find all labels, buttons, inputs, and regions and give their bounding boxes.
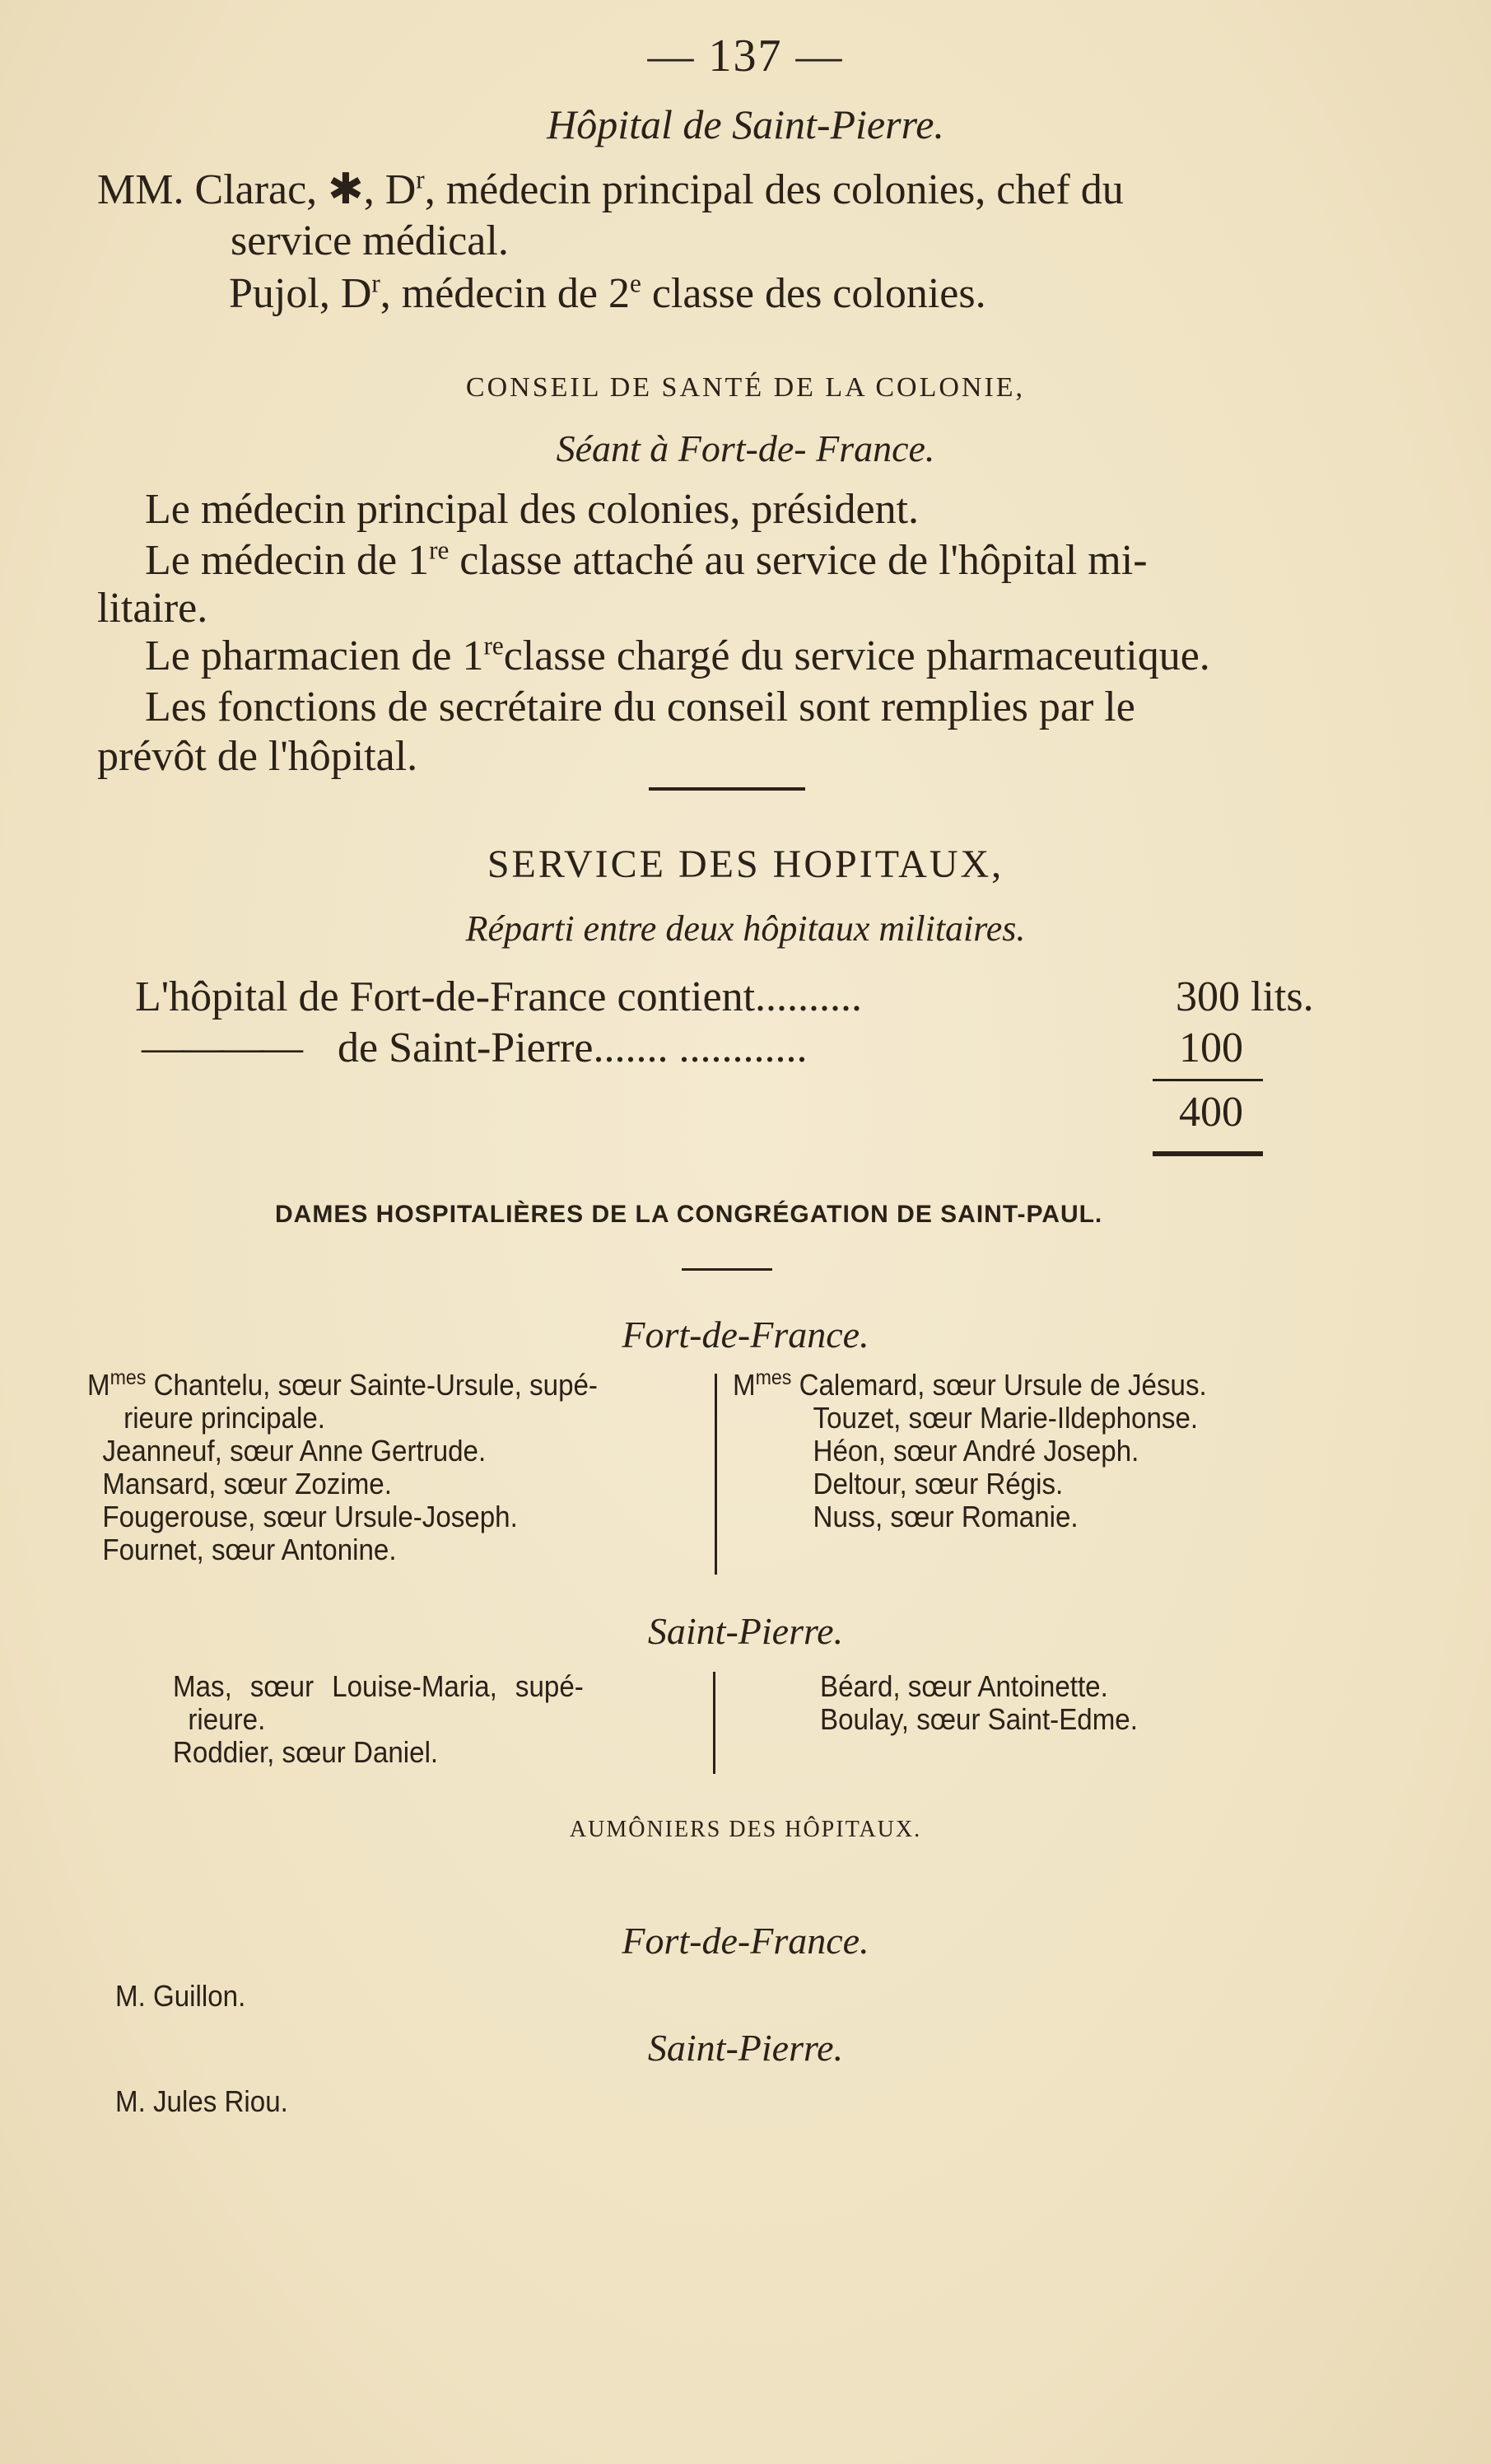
sum-rule <box>1153 1079 1263 1081</box>
list-item: Béard, sœur Antoinette. <box>820 1669 1108 1703</box>
beds-row-saint-pierre-value: 100 <box>1179 1024 1243 1071</box>
list-item: Mas, sœur Louise-Maria, supé- <box>173 1669 584 1703</box>
staff-line-pujol <box>229 268 986 319</box>
conseil-heading: CONSEIL DE SANTÉ DE LA COLONIE, <box>465 372 1026 403</box>
list-item: rieure. <box>188 1702 266 1736</box>
pujol-name: Pujol, D <box>229 270 372 317</box>
chaplain-fort-de-france: M. Guillon. <box>115 1979 246 2013</box>
conseil-subheading: Séant à Fort-de- France. <box>556 427 935 469</box>
section-divider <box>649 787 805 791</box>
doctor-sup: r <box>416 165 425 194</box>
p2-start: Le médecin de 1 <box>145 537 430 584</box>
class-sup: re <box>429 535 450 565</box>
list-item: Deltour, sœur Régis. <box>813 1467 1064 1500</box>
service-subheading: Réparti entre deux hôpitaux militaires. <box>465 908 1026 949</box>
aumoniers-fort-de-france-title: Fort-de-France. <box>622 1920 869 1962</box>
clarac-title: , médecin principal des colonies, chef du <box>424 166 1124 213</box>
chaplain-saint-pierre: M. Jules Riou. <box>115 2084 288 2118</box>
column-divider-fort-de-france <box>715 1374 717 1575</box>
list-item: rieure principale. <box>123 1401 326 1435</box>
clarac-name: Clarac, ✱, D <box>194 166 417 213</box>
dames-divider <box>682 1268 772 1271</box>
class-sup: re <box>483 631 504 660</box>
pujol-title: , médecin de 2 <box>380 270 630 317</box>
list-item: Roddier, sœur Daniel. <box>173 1735 439 1769</box>
beds-total: 400 <box>1179 1089 1243 1136</box>
beds-row-fort-de-france-label: L'hôpital de Fort-de-France contient.......... <box>135 973 863 1020</box>
list-item: Mansard, sœur Zozime. <box>102 1467 392 1500</box>
column-divider-saint-pierre <box>713 1672 715 1774</box>
aumoniers-saint-pierre-title: Saint-Pierre. <box>647 2027 844 2069</box>
fort-de-france-left-column <box>87 1366 705 1566</box>
section-title-saint-pierre-hospital: Hôpital de Saint-Pierre. <box>547 101 944 147</box>
p2-end: classe attaché au service de l'hôpital mi- <box>449 537 1148 584</box>
total-rule <box>1153 1151 1263 1156</box>
mm-prefix: MM. <box>97 166 184 213</box>
conseil-paragraph-2-cont: litaire. <box>97 585 208 632</box>
p3-start: Le pharmacien de 1 <box>145 632 484 679</box>
dames-saint-pierre-title: Saint-Pierre. <box>647 1610 844 1652</box>
list-item: Jeanneuf, sœur Anne Gertrude. <box>102 1434 487 1468</box>
list-item: Nuss, sœur Romanie. <box>813 1500 1079 1533</box>
aumoniers-heading: AUMÔNIERS DES HÔPITAUX. <box>569 1817 922 1842</box>
list-item: Fougerouse, sœur Ursule-Joseph. <box>102 1500 518 1533</box>
conseil-paragraph-2 <box>145 535 1148 586</box>
saint-pierre-right-column <box>820 1670 1314 1736</box>
conseil-paragraph-4-cont: prévôt de l'hôpital. <box>97 733 418 780</box>
service-heading: SERVICE DES HOPITAUX, <box>487 842 1004 886</box>
class-sup: e <box>629 268 641 298</box>
list-item: $M^{mes}$ Calemard, sœur Ursule de Jésus. <box>733 1366 1207 1402</box>
beds-row-fort-de-france-value: 300 lits. <box>1176 973 1314 1020</box>
p3-end: classe chargé du service pharmaceutique. <box>503 632 1210 679</box>
conseil-paragraph-3 <box>145 631 1210 681</box>
list-item: Héon, sœur André Joseph. <box>813 1434 1139 1468</box>
beds-row-ditto-dash: ———— <box>142 1024 300 1071</box>
fort-de-france-right-column <box>733 1366 1326 1533</box>
conseil-paragraph-4: Les fonctions de secrétaire du conseil sont remplies par le <box>145 684 1135 730</box>
dames-fort-de-france-title: Fort-de-France. <box>622 1314 869 1356</box>
pujol-title-end: classe des colonies. <box>641 270 986 317</box>
conseil-paragraph-1: Le médecin principal des colonies, président. <box>145 486 920 533</box>
doctor-sup: r <box>371 268 380 298</box>
saint-pierre-left-column <box>173 1670 700 1769</box>
list-item: Fournet, sœur Antonine. <box>102 1533 397 1566</box>
list-item: Touzet, sœur Marie-Ildephonse. <box>813 1401 1199 1435</box>
list-item: $M^{mes}$ Chantelu, sœur Sainte-Ursule, supé- <box>87 1366 598 1402</box>
dames-heading: DAMES HOSPITALIÈRES DE LA CONGRÉGATION DE SAINT-PAUL. <box>275 1201 1103 1228</box>
staff-line-clarac-cont: service médical. <box>231 217 509 264</box>
staff-line-clarac <box>97 165 1124 215</box>
beds-row-saint-pierre-label: de Saint-Pierre....... ............ <box>338 1024 808 1071</box>
page-number: — 137 — <box>647 30 844 82</box>
list-item: Boulay, sœur Saint-Edme. <box>820 1702 1138 1736</box>
